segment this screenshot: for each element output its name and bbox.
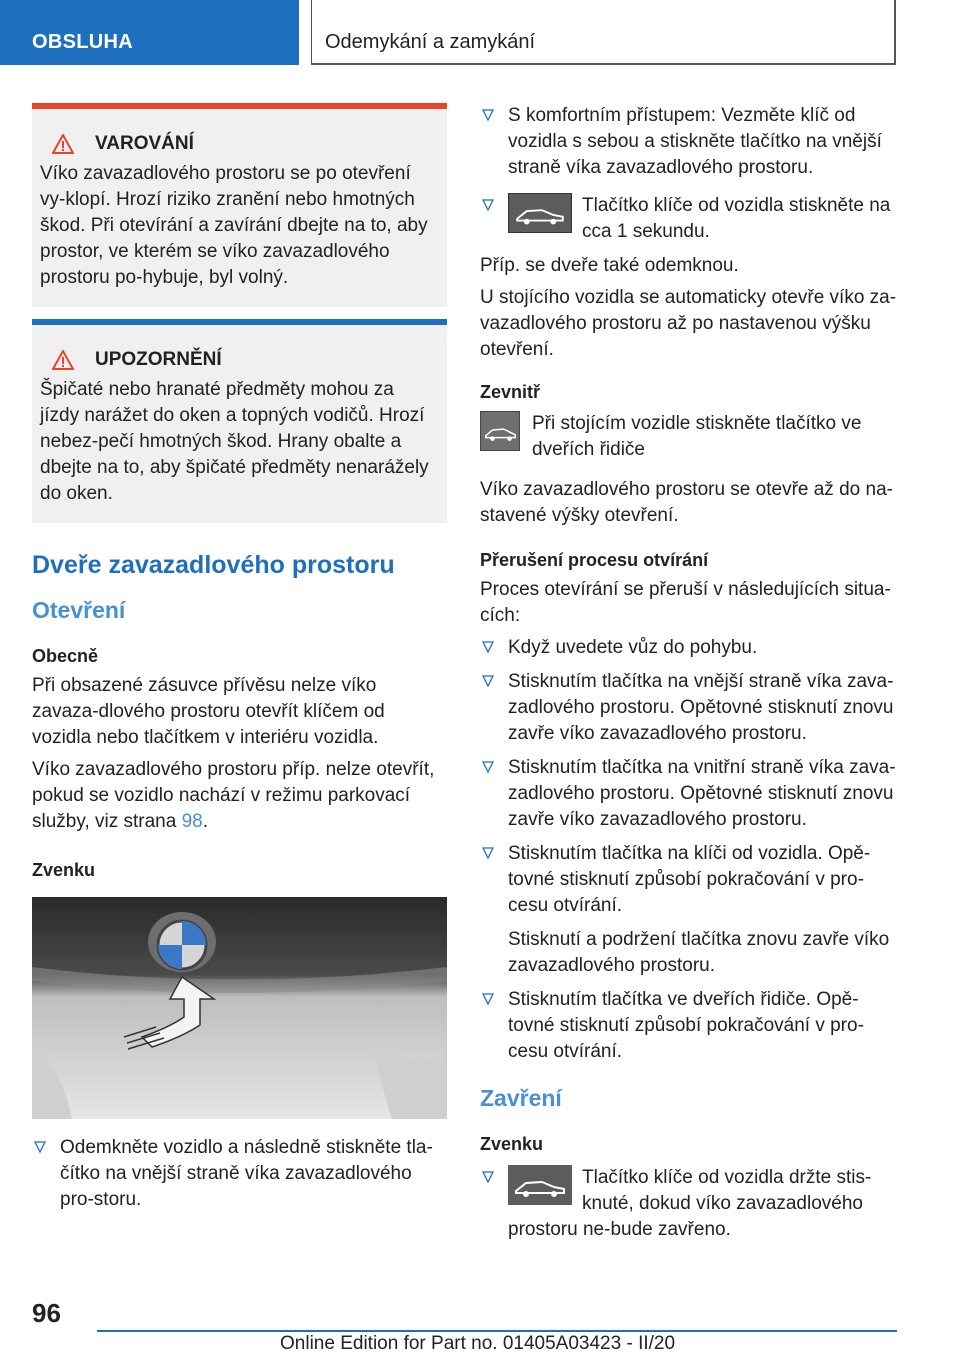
step-text: Odemkněte vozidlo a následně stiskněte tla-čítko na vnější straně víka zavazadlového pro-storu. [60,1137,433,1210]
triangle-bullet-icon [482,109,494,121]
interrupt-list-cont [480,987,900,1065]
step-text: Tlačítko klíče od vozidla držte stis-knuté, dokud víko zavazadlového prostoru ne-bude zavřeno. [508,1167,872,1240]
step-text: Stisknutím tlačítka na klíči od vozidla. Opě-tovné stisknutí způsobí pokračování v pro-cesu otvírání. [508,843,871,916]
car-trunk-key-icon [508,193,572,233]
trunk-button-photo [32,897,447,1119]
inside-heading: Zevnitř [480,382,541,402]
key-step-row [508,193,900,245]
warning-title: VAROVÁNÍ [95,133,194,154]
list-item [480,635,900,661]
outside-steps [32,1135,447,1213]
list-item [480,669,900,747]
close-steps [480,1165,900,1243]
door-trunk-button-icon [480,411,520,451]
list-item [480,987,900,1065]
triangle-bullet-icon [482,993,494,1005]
triangle-bullet-icon [482,1171,494,1183]
right-column [480,103,900,1251]
list-item [480,755,900,833]
caution-box [32,319,447,523]
close-subtitle: Zavření [480,1085,562,1111]
outside-heading: Zvenku [32,860,96,880]
warning-text: Víko zavazadlového prostoru se po otevření vy-klopí. Hrozí riziko zranění nebo hmotných škod. Při otevírání a zavírání dbejte na to, aby prostor, ve kterém se víko zavazadlového prostoru po-hybuje, byl volný. [40,163,428,288]
left-column [32,103,447,1221]
triangle-bullet-icon [34,1141,46,1153]
caution-title: UPOZORNĚNÍ [95,349,222,370]
step-text: Stisknutím tlačítka na vnější straně víka zava-zadlového prostoru. Opětovné stisknutí znovu zavře víko zavazadlového prostoru. [508,671,894,744]
warning-header [40,131,435,157]
list-item [32,1135,447,1213]
step-text: Tlačítko klíče od vozidla stiskněte na cca 1 sekundu. [582,195,891,242]
triangle-bullet-icon [482,641,494,653]
interrupt-list [480,635,900,919]
list-item [480,841,900,919]
open-steps [480,103,900,245]
step-text: Když uvedete vůz do pohybu. [508,637,758,658]
step-text: Stisknutím tlačítka na vnitřní straně víka zava-zadlového prostoru. Opětovné stisknutí znovu zavře víko zavazadlového prostoru. [508,757,896,830]
section-tab: OBSLUHA [0,0,299,65]
open-subtitle: Otevření [32,597,126,623]
triangle-bullet-icon [482,847,494,859]
inside-step-row [480,411,900,463]
interrupt-sub-paragraph: Stisknutí a podržení tlačítka znovu zavře víko zavazadlového prostoru. [508,929,890,976]
list-item [480,103,900,181]
step-text: S komfortním přístupem: Vezměte klíč od vozidla s sebou a stiskněte tlačítko na vnější straně víka zavazadlového prostoru. [508,105,882,178]
list-item [480,193,900,245]
inside-result-paragraph: Víko zavazadlového prostoru se otevře až do na-stavené výšky otevření. [480,479,893,526]
list-item [480,1165,900,1243]
triangle-bullet-icon [482,199,494,211]
step-text: Stisknutím tlačítka ve dveřích řidiče. Opě-tovné stisknutí způsobí pokračování v pro-cesu otvírání. [508,989,864,1062]
warning-triangle-icon [52,134,74,154]
valet-text: Víko zavazadlového prostoru příp. nelze otevřít, pokud se vozidlo nachází v režimu parkovací služby, viz strana [32,759,435,832]
chapter-title: Odemykání a zamykání [311,0,896,65]
caution-triangle-icon [52,350,74,370]
edition-text: Online Edition for Part no. 01405A03423 - II/20 [280,1333,676,1354]
page-number: 96 [32,1298,61,1328]
caution-text: Špičaté nebo hranaté předměty mohou za jízdy narážet do oken a topných vodičů. Hrozí nebez-pečí hmotných škod. Hrany obalte a dbejte na to, aby špičaté předměty nenarážely do oken. [40,379,429,504]
general-heading: Obecně [32,646,99,666]
inside-step-text: Při stojícím vozidle stiskněte tlačítko ve dveřích řidiče [532,413,862,460]
close-outside-heading: Zvenku [480,1134,544,1154]
valet-text-end: . [202,811,209,832]
car-trunk-key-icon [508,1165,572,1205]
doors-paragraph: Příp. se dveře také odemknou. [480,255,739,276]
auto-open-paragraph: U stojícího vozidla se automaticky otevře víko za-vazadlového prostoru až po nastavenou výšku otevření. [480,287,897,360]
general-paragraph: Při obsazené zásuvce přívěsu nelze víko zavaza-dlového prostoru otevřít klíčem od vozidla nebo tlačítkem v interiéru vozidla. [32,675,385,748]
interrupt-heading: Přerušení procesu otvírání [480,550,709,570]
valet-paragraph [32,757,447,835]
triangle-bullet-icon [482,675,494,687]
page-link[interactable]: 98 [181,811,203,832]
section-title: Dveře zavazadlového prostoru [32,551,395,579]
caution-header [40,347,435,373]
triangle-bullet-icon [482,761,494,773]
warning-box [32,103,447,307]
interrupt-intro: Proces otevírání se přeruší v následujících situa-cích: [480,579,891,626]
